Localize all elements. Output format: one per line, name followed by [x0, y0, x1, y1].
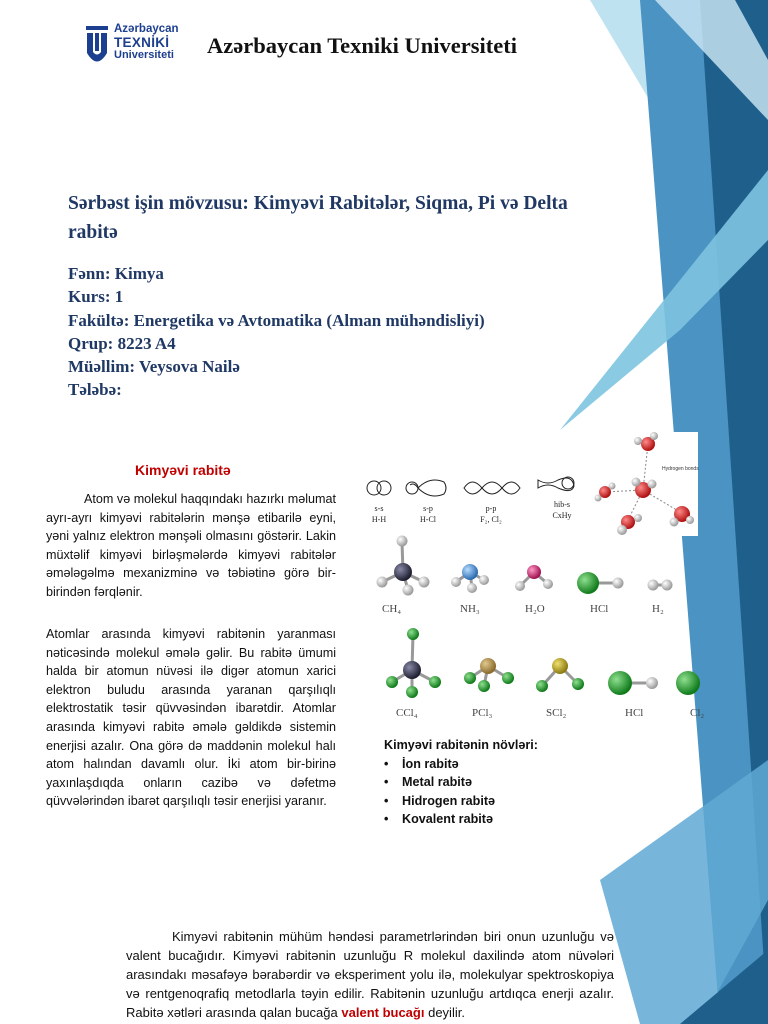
section-title: Kimyəvi rabitə [135, 462, 231, 478]
info-student: Tələbə: [68, 380, 122, 400]
row2-labels [396, 707, 704, 719]
orbital-labels [372, 500, 572, 524]
orbital-pp [464, 482, 520, 494]
label-pcl3: PCl₃ [472, 707, 493, 719]
orbital-example-1: H-Cl [420, 515, 436, 524]
label-hcl-1: HCl [590, 603, 609, 615]
course-info [68, 262, 485, 402]
water-label: Hydrogen bonds [662, 466, 699, 472]
label-h2o: H₂O [525, 603, 545, 615]
paragraph-2: Atomlar arasında kimyəvi rabitənin yaranması nəticəsində molekul əmələ gəlir. Bu rabitə ümumi halda bir atomun nüvəsi ilə digər atomun xarici elektron buludu arasında yaranan qarşılıqlı elektrostatik təsir qüvvəsindən ibarətdir. Atomlar arasında kimyəvi rabitə əmələ gəldikdə sistemin enerjisi azalır. Ona görə də maddənin molekul halı atom halından davamlı olur. İki atom bir-birinə yaxınlaşdıqda onların cazibə və dəfetmə qüvvələrindən ibarət qarşılıqlı təsir enerjisi yaranır. [46, 627, 336, 809]
bond-types-list [384, 755, 538, 829]
orbital-ss [367, 481, 391, 495]
orbital-type-1: s-p [423, 504, 433, 513]
info-teacher: Müəllim: Veysova Nailə [68, 357, 240, 377]
molecule-ccl4 [386, 628, 441, 698]
label-nh3: NH₃ [460, 603, 480, 615]
label-cl2: Cl₂ [690, 707, 705, 719]
bond-type-item: • Kovalent rabitə [384, 810, 538, 829]
orbital-example-2: F₂, Cl₂ [480, 515, 502, 524]
university-title: Azərbaycan Texniki Universiteti [207, 33, 517, 58]
label-ch4: CH₄ [382, 603, 402, 615]
bond-type-item: • Metal rabitə [384, 773, 538, 792]
topic-heading: Sərbəst işin mövzusu: Kimyəvi Rabitələr, Siqma, Pi və Delta rabitə [68, 193, 568, 243]
orbital-type-0: s-s [374, 504, 384, 513]
molecule-h2 [648, 580, 673, 591]
bond-types-heading: Kimyəvi rabitənin növləri: [384, 738, 538, 752]
molecule-scl2 [536, 658, 584, 692]
info-subject: Fənn: Kimya [68, 264, 164, 283]
orbital-hib-s [538, 477, 574, 491]
logo-line3: Universiteti [114, 49, 174, 61]
row1-labels [382, 603, 664, 615]
label-hcl-2: HCl [625, 707, 644, 719]
label-h2: H₂ [652, 603, 664, 615]
orbital-sp [406, 480, 446, 496]
paragraph-1: Atom və molekul haqqındakı hazırkı məlumat ayrı-ayrı kimyəvi rabitələrin mənşə etibarilə eyni, yəni yalnız elektron mənşəli olmasını göstərir. Lakin müxtəlif kimyəvi birləşmələrdə kimyəvi rabitələr əmələgəlmə mexanizminə və təbiətinə görə bir-birindən fərqlənir. [46, 492, 336, 599]
molecule-nh3 [451, 564, 489, 593]
water-cluster [595, 432, 700, 536]
bond-type-item: • İon rabitə [384, 755, 538, 774]
molecule-h2o [515, 565, 553, 591]
molecule-hcl-1 [577, 572, 624, 594]
label-ccl4: CCl₄ [396, 707, 418, 719]
orbital-example-0: H-H [371, 515, 387, 524]
label-scl2: SCl₂ [546, 707, 567, 719]
molecule-hcl-2 [608, 671, 658, 695]
logo-line2: TEXNİKİ [114, 35, 170, 50]
paragraph-3 [126, 927, 614, 1022]
orbital-example-3: CxHy [552, 511, 572, 520]
university-logo [80, 22, 190, 72]
info-faculty: Fakültə: Energetika və Avtomatika (Alman mühəndisliyi) [68, 310, 485, 330]
orbital-type-2: p-p [485, 504, 497, 513]
molecule-cl2 [676, 671, 705, 695]
logo-line1: Azərbaycan [114, 23, 179, 35]
bond-types [384, 736, 538, 829]
bond-type-item: • Hidrogen rabitə [384, 792, 538, 811]
info-course: Kurs: 1 [68, 287, 124, 307]
molecule-pcl3 [464, 658, 514, 692]
orbital-type-3: hib-s [554, 500, 570, 509]
info-group: Qrup: 8223 A4 [68, 333, 176, 353]
valence-angle-highlight: valent bucağı [341, 1005, 425, 1020]
chemical-bonds-figure [360, 430, 705, 740]
molecule-ch4 [377, 536, 430, 596]
paragraph-3-text: Kimyəvi rabitənin mühüm həndəsi parametrlərindən biri onun uzunluğu və valent bucağıdır. Kimyəvi rabitənin uzunluğu R molekul daxilində atom nüvələri arasındakı məsafəyə bərabərdir və eksperiment yolu ilə, molekulyar spektroskopiya və rentgenoqrafiq metodlarla təyin edilir. Rabitənin uzunluğu artdıqca enerji azalır. Rabitə xətləri arasında qalan bucağa [126, 929, 614, 1020]
logo-shield-icon [84, 24, 110, 68]
paragraph-3-end: deyilir. [428, 1005, 465, 1020]
